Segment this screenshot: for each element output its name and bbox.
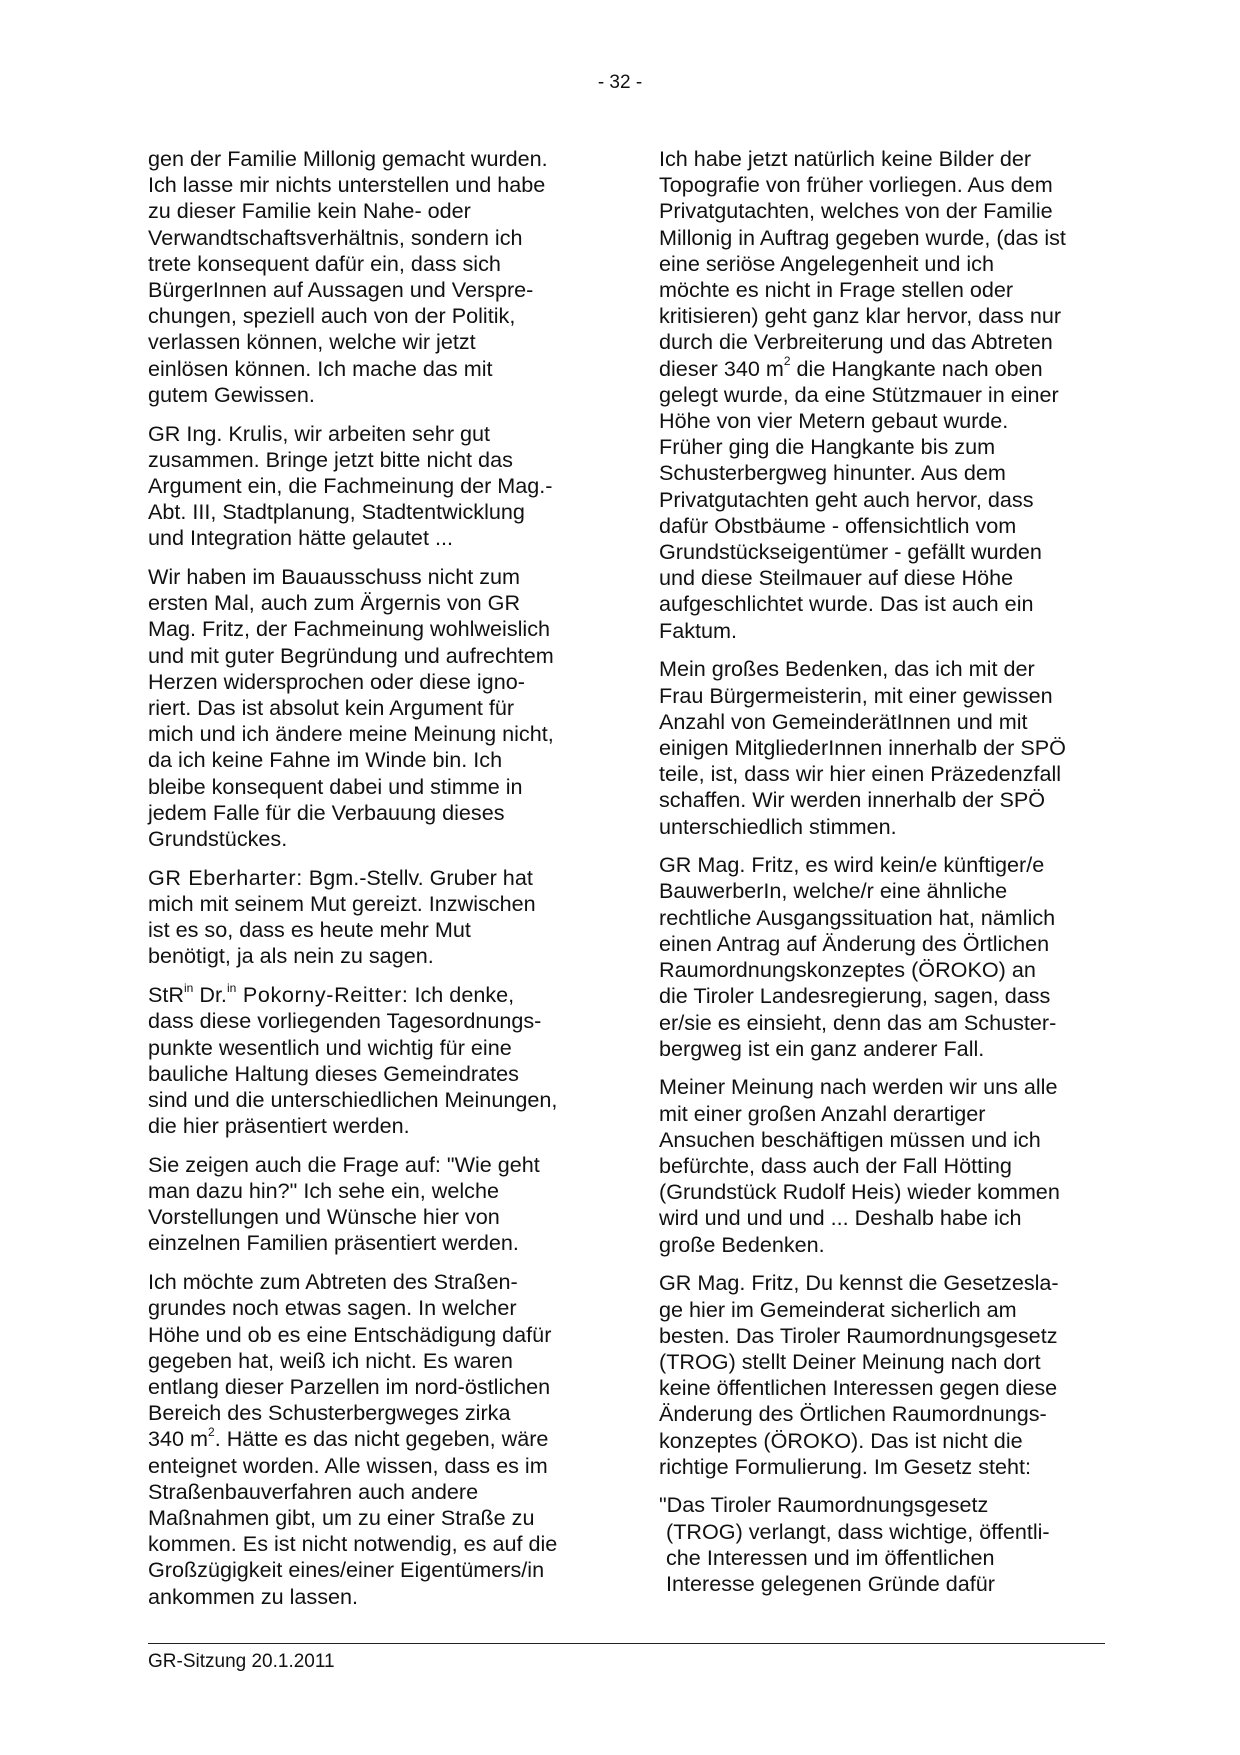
text-line: GR Mag. Fritz, es wird kein/e künftiger/e [659, 852, 1045, 878]
text-line: Bereich des Schusterbergweges zirka [148, 1400, 511, 1426]
text-line: Frau Bürgermeisterin, mit einer gewissen [659, 682, 1053, 708]
text-line: Mein großes Bedenken, das ich mit der [659, 656, 1035, 682]
text-line: GR Mag. Fritz, Du kennst die Gesetzesla- [659, 1270, 1059, 1296]
text-line: Vorstellungen und Wünsche hier von [148, 1204, 500, 1230]
text-line [148, 865, 593, 891]
text-line: gen der Familie Millonig gemacht wurden. [148, 146, 548, 171]
text-line: GR Ing. Krulis, wir arbeiten sehr gut [148, 420, 491, 446]
text-line: che Interessen und im öffentlichen [666, 1544, 995, 1570]
text-segment: dieser 340 m [659, 355, 784, 381]
text-line: dass diese vorliegenden Tagesordnungs- [148, 1008, 542, 1034]
text-line: enteignet worden. Alle wissen, dass es im [148, 1452, 548, 1478]
footer-text: GR-Sitzung 20.1.2011 [148, 1651, 335, 1672]
text-line: keine öffentlichen Interessen gegen diese [659, 1375, 1058, 1401]
quote-paragraph [659, 1492, 1104, 1597]
text-line: gegeben hat, weiß ich nicht. Es waren [148, 1347, 513, 1373]
text-line: Wir haben im Bauausschuss nicht zum [148, 564, 521, 590]
paragraph [148, 146, 593, 408]
text-line: durch die Verbreiterung und das Abtreten [659, 329, 1053, 355]
superscript: in [184, 980, 194, 995]
speaker-name: Pokorny-Reitter: [236, 982, 409, 1008]
text-line: Meiner Meinung nach werden wir uns alle [659, 1074, 1058, 1100]
text-line: möchte es nicht in Frage stellen oder [659, 277, 1014, 303]
text-line: sind und die unterschiedlichen Meinungen, [148, 1086, 558, 1112]
title-abbrev: StR [148, 982, 184, 1008]
paragraph [148, 1269, 593, 1610]
text-line: mit einer großen Anzahl derartiger [659, 1100, 986, 1126]
text-line: Schusterbergweg hinunter. Aus dem [659, 460, 1006, 486]
text-line: Höhe und ob es eine Entschädigung dafür [148, 1321, 552, 1347]
text-line: Interesse gelegenen Gründe dafür [666, 1571, 995, 1597]
text-line: Höhe von vier Metern gebaut wurde. [659, 408, 1009, 434]
text-line: Grundstückes. [148, 826, 288, 852]
text-line: ge hier im Gemeinderat sicherlich am [659, 1296, 1017, 1322]
text-segment: Bgm.-Stellv. Gruber hat [302, 864, 533, 890]
text-line: mich und ich ändere meine Meinung nicht, [148, 721, 554, 747]
text-line: Anzahl von GemeinderätInnen und mit [659, 708, 1028, 734]
text-line [148, 982, 593, 1008]
paragraph [148, 1152, 593, 1257]
text-line: benötigt, ja als nein zu sagen. [148, 943, 434, 969]
text-line: (Grundstück Rudolf Heis) wieder kommen [659, 1179, 1060, 1205]
text-line: ist es so, dass es heute mehr Mut [148, 917, 471, 943]
text-line: einlösen können. Ich mache das mit [148, 355, 493, 381]
text-line: rechtliche Ausgangssituation hat, nämlich [659, 904, 1056, 930]
text-segment: . Hätte es das nicht gegeben, wäre [214, 1426, 549, 1452]
text-line: verlassen können, welche wir jetzt [148, 329, 476, 355]
text-line: einzelnen Familien präsentiert werden. [148, 1230, 519, 1256]
text-line: er/sie es einsieht, denn das am Schuster- [659, 1009, 1057, 1035]
paragraph [659, 656, 1104, 839]
text-line: da ich keine Fahne im Winde bin. Ich [148, 747, 503, 773]
text-line: eine seriöse Angelegenheit und ich [659, 250, 994, 276]
text-line: die hier präsentiert werden. [148, 1113, 410, 1139]
text-line: Abt. III, Stadtplanung, Stadtentwicklung [148, 499, 525, 525]
text-line: richtige Formulierung. Im Gesetz steht: [659, 1453, 1032, 1479]
paragraph [148, 982, 593, 1139]
text-line: Änderung des Örtlichen Raumordnungs- [659, 1401, 1047, 1427]
text-line: Topografie von früher vorliegen. Aus dem [659, 172, 1053, 198]
title-abbrev: Dr. [193, 982, 227, 1008]
text-line: mich mit seinem Mut gereizt. Inzwischen [148, 890, 536, 916]
text-line: Raumordnungskonzeptes (ÖROKO) an [659, 957, 1036, 983]
text-line: zu dieser Familie kein Nahe- oder [148, 198, 471, 224]
paragraph [148, 865, 593, 970]
text-line: kritisieren) geht ganz klar hervor, dass nur [659, 303, 1062, 329]
text-line: einen Antrag auf Änderung des Örtlichen [659, 930, 1050, 956]
paragraph [148, 564, 593, 852]
paragraph [659, 1270, 1104, 1480]
text-line: gelegt wurde, da eine Stützmauer in einer [659, 381, 1059, 407]
text-line: Sie zeigen auch die Frage auf: "Wie geht [148, 1151, 540, 1177]
text-line: (TROG) verlangt, dass wichtige, öffentli- [666, 1518, 1050, 1544]
text-line: Millonig in Auftrag gegeben wurde, (das ist [659, 224, 1066, 250]
text-line: große Bedenken. [659, 1231, 825, 1257]
text-line [148, 1426, 593, 1452]
text-line: "Das Tiroler Raumordnungsgesetz [659, 1492, 989, 1518]
text-line: bergweg ist ein ganz anderer Fall. [659, 1035, 985, 1061]
text-line: Ansuchen beschäftigen müssen und ich [659, 1126, 1041, 1152]
superscript: 2 [208, 1425, 215, 1440]
text-line: Faktum. [659, 617, 737, 643]
text-line: besten. Das Tiroler Raumordnungsgesetz [659, 1322, 1058, 1348]
text-line: Ich möchte zum Abtreten des Straßen- [148, 1269, 518, 1295]
text-line: wird und und und ... Deshalb habe ich [659, 1205, 1022, 1231]
text-line: dafür Obstbäume - offensichtlich vom [659, 512, 1017, 538]
text-line: Grundstückseigentümer - gefällt wurden [659, 539, 1042, 565]
text-line: bauliche Haltung dieses Gemeindrates [148, 1060, 519, 1086]
text-line: Straßenbauverfahren auch andere [148, 1478, 479, 1504]
text-line: Ich habe jetzt natürlich keine Bilder der [659, 146, 1032, 171]
text-line: entlang dieser Parzellen im nord-östlichen [148, 1373, 551, 1399]
text-line: trete konsequent dafür ein, dass sich [148, 250, 501, 276]
text-line: einigen MitgliederInnen innerhalb der SPÖ [659, 734, 1066, 760]
paragraph [659, 1074, 1104, 1257]
text-line: unterschiedlich stimmen. [659, 813, 897, 839]
text-line: (TROG) stellt Deiner Meinung nach dort [659, 1348, 1041, 1374]
text-line: Verwandtschaftsverhältnis, sondern ich [148, 224, 523, 250]
text-segment: Ich denke, [408, 982, 515, 1008]
text-line: BürgerInnen auf Aussagen und Verspre- [148, 277, 534, 303]
text-line: zusammen. Bringe jetzt bitte nicht das [148, 446, 513, 472]
text-line: bleibe konsequent dabei und stimme in [148, 773, 523, 799]
text-line: Mag. Fritz, der Fachmeinung wohlweislich [148, 616, 551, 642]
superscript: 2 [783, 354, 791, 369]
text-line: punkte wesentlich und wichtig für eine [148, 1034, 512, 1060]
text-line: und diese Steilmauer auf diese Höhe [659, 565, 1014, 591]
text-line: Großzügigkeit eines/einer Eigentümers/in [148, 1557, 545, 1583]
text-line: und mit guter Begründung und aufrechtem [148, 642, 554, 668]
text-line: BauwerberIn, welche/r eine ähnliche [659, 878, 1008, 904]
text-segment: die Hangkante nach oben [790, 355, 1043, 381]
text-line: Privatgutachten geht auch hervor, dass [659, 486, 1034, 512]
superscript: in [226, 980, 237, 995]
text-line: man dazu hin?" Ich sehe ein, welche [148, 1178, 499, 1204]
paragraph [659, 146, 1104, 644]
text-line: Maßnahmen gibt, um zu einer Straße zu [148, 1504, 535, 1530]
paragraph [148, 421, 593, 552]
text-line: Herzen widersprochen oder diese igno- [148, 668, 525, 694]
text-line: ersten Mal, auch zum Ärgernis von GR [148, 590, 521, 616]
text-line: Ich lasse mir nichts unterstellen und habe [148, 172, 546, 198]
text-line: und Integration hätte gelautet ... [148, 525, 453, 551]
text-line [659, 356, 1104, 382]
text-line: Früher ging die Hangkante bis zum [659, 434, 996, 460]
text-line: grundes noch etwas sagen. In welcher [148, 1295, 517, 1321]
speaker-name: GR Eberharter: [148, 864, 303, 890]
paragraph [659, 852, 1104, 1062]
text-segment: 340 m [148, 1426, 209, 1452]
text-line: Argument ein, die Fachmeinung der Mag.- [148, 472, 553, 498]
right-column [659, 146, 1104, 1610]
text-line: konzeptes (ÖROKO). Das ist nicht die [659, 1427, 1023, 1453]
text-line: die Tiroler Landesregierung, sagen, dass [659, 983, 1051, 1009]
page-number: - 32 - [597, 72, 643, 93]
left-column [148, 146, 593, 1622]
text-line: jedem Falle für die Verbauung dieses [148, 799, 505, 825]
text-line: aufgeschlichtet wurde. Das ist auch ein [659, 591, 1034, 617]
text-line: riert. Das ist absolut kein Argument für [148, 695, 515, 721]
text-line: kommen. Es ist nicht notwendig, es auf die [148, 1531, 558, 1557]
text-line: befürchte, dass auch der Fall Hötting [659, 1153, 1012, 1179]
text-line: gutem Gewissen. [148, 381, 315, 407]
footer-divider [148, 1643, 1105, 1644]
text-line: ankommen zu lassen. [148, 1583, 359, 1609]
text-line: teile, ist, dass wir hier einen Präzedenzfall [659, 761, 1062, 787]
text-line: Privatgutachten, welches von der Familie [659, 198, 1053, 224]
text-line: chungen, speziell auch von der Politik, [148, 303, 516, 329]
text-line: schaffen. Wir werden innerhalb der SPÖ [659, 787, 1046, 813]
